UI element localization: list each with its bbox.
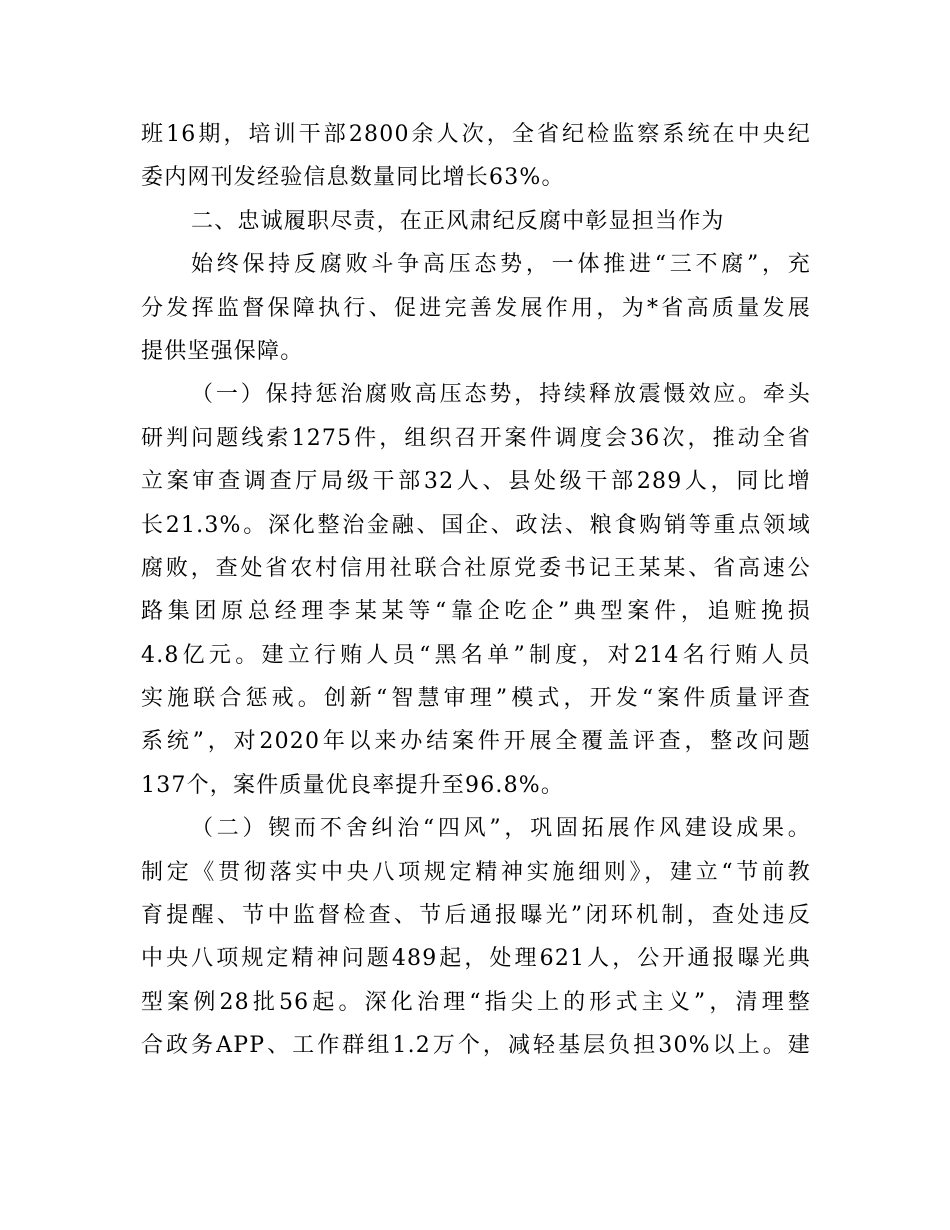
heading-line: 二、忠诚履职尽责，在正风肃纪反腐中彰显担当作为 [191, 208, 725, 234]
text-line: 提供坚强保障。 [141, 338, 304, 364]
section-heading [141, 200, 811, 243]
text-line: 137个，案件质量优良率提升至96.8%。 [141, 772, 565, 798]
text-line: 制定《贯彻落实中央八项规定精神实施细则》，建立“节前教 [141, 859, 811, 885]
paragraph-anti-corruption [141, 373, 811, 807]
paragraph-four-winds [141, 807, 811, 1067]
text-line: 长21.3%。深化整治金融、国企、政法、粮食购销等重点领域 [141, 512, 811, 538]
text-line: 合政务APP、工作群组1.2万个，减轻基层负担30%以上。建 [141, 1033, 811, 1059]
text-line: （二）锲而不舍纠治“四风”，巩固拓展作风建设成果。 [191, 816, 811, 842]
text-line: 立案审查调查厅局级干部32人、县处级干部289人，同比增 [141, 469, 811, 495]
text-line: 实施联合惩戒。创新“智慧审理”模式，开发“案件质量评查 [141, 686, 811, 712]
text-line: 4.8亿元。建立行贿人员“黑名单”制度，对214名行贿人员 [141, 642, 811, 668]
paragraph-intro [141, 243, 811, 373]
text-line: 研判问题线索1275件，组织召开案件调度会36次，推动全省 [141, 425, 811, 451]
text-line: （一）保持惩治腐败高压态势，持续释放震慑效应。牵头 [191, 382, 811, 408]
text-line: 委内网刊发经验信息数量同比增长63%。 [141, 165, 565, 191]
text-line: 型案例28批56起。深化治理“指尖上的形式主义”，清理整 [141, 989, 811, 1015]
paragraph-training-summary [141, 113, 811, 200]
text-line: 分发挥监督保障执行、促进完善发展作用，为*省高质量发展 [141, 295, 811, 321]
text-line: 育提醒、节中监督检查、节后通报曝光”闭环机制，查处违反 [141, 903, 811, 929]
document-body [141, 113, 811, 1068]
text-line: 班16期，培训干部2800余人次，全省纪检监察系统在中央纪 [141, 122, 811, 147]
text-line: 腐败，查处省农村信用社联合社原党委书记王某某、省高速公 [141, 555, 811, 581]
text-line: 始终保持反腐败斗争高压态势，一体推进“三不腐”，充 [191, 252, 811, 278]
text-line: 中央八项规定精神问题489起，处理621人，公开通报曝光典 [141, 946, 811, 972]
text-line: 路集团原总经理李某某等“靠企吃企”典型案件，追赃挽损 [141, 599, 811, 625]
text-line: 系统”，对2020年以来办结案件开展全覆盖评查，整改问题 [141, 729, 811, 755]
